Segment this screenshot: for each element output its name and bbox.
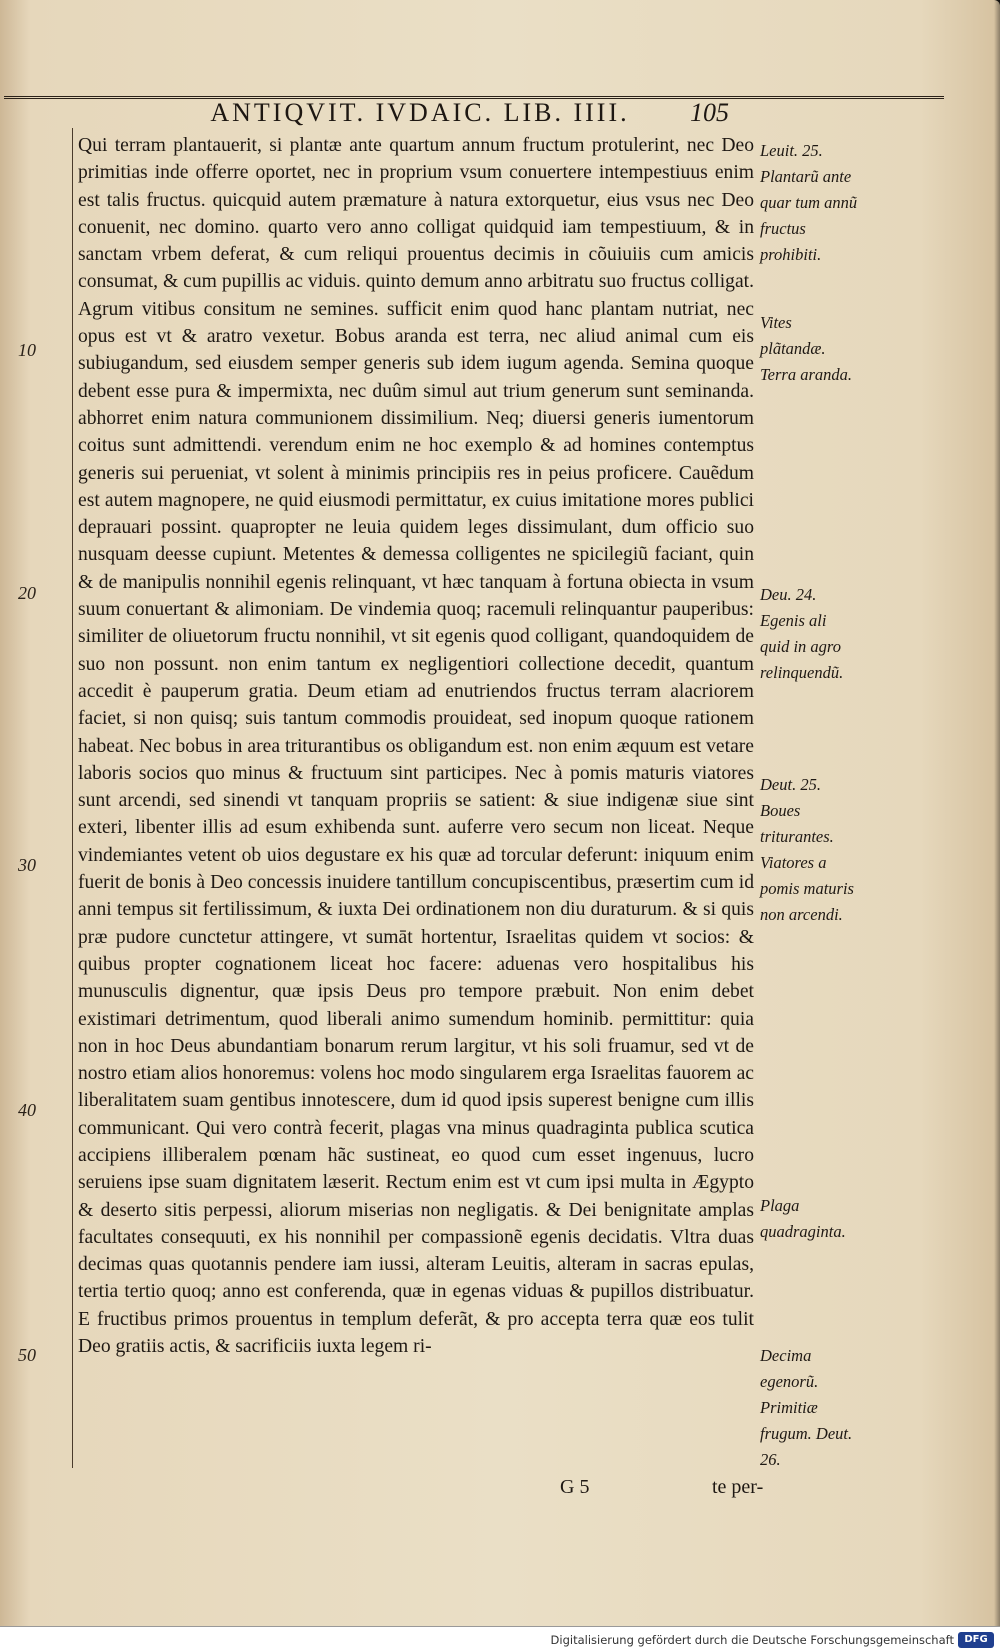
dfg-logo-icon: DFG xyxy=(958,1632,994,1648)
line-number: 30 xyxy=(18,855,36,875)
marginal-note: Plaga quadraginta. xyxy=(760,1196,846,1241)
paragraph: Qui terram plantauerit, si plantæ ante quartum annum fructum protulerint, nec Deo primitias inde offerre oportet, nec in proprium vsum conuertere intempestiuus enim est talis fructus. quicquid autem præmature à natura extorquetur, eius vsus nec Deo conuenit, nec domino. quarto vero anno colligat quidquid iam tempestiuum, & in sanctam vrbem deferat, & cum reliqui prouentus decimis in cõuiuiis cum amicis consumat, & cum pupillis ac viduis. quinto demum anno arbitratu suo fructus colligat. Agrum vitibus consitum ne semines. sufficit enim quod hanc plantam nutriat, nec opus est vt & aratro vexetur. Bobus aranda est terra, nec aliud animal cum eis subiugandum, sed eiusdem semper generis sub idem iugum agenda. Semina quoque debent esse pura & impermixta, nec duûm simul aut trium generum sunt seminanda. abhorret enim natura communionem dissimilium. Neq; diuersi generis iumentorum coitus sunt admittendi. verendum enim ne hoc exemplo & ad homines contemptus generis sui perueniat, vt solent à minimis principiis res in peius proficere. Cauẽdum est autem magnopere, ne quid eiusmodi permittatur, ex cuius imitatione mores publici deprauari possint. quapropter ne leuia quidem leges dissimulant, dum officio suo nusquam deesse cupiunt. Metentes & demessa colligentes ne spicilegiũ faciant, quin & de manipulis nonnihil egenis relinquant, vt hæc tanquam à fortuna obiecta in vsum suum conuertant & alimoniam. De vindemia quoq; racemuli relinquantur pauperibus: similiter de oliuetorum fructu nonnihil, vt sit egenis quod colligant, quandoquidem de suo non possunt. non enim tantum ex negligentiori collectione decedit, quantum accedit è pauperum gratia. Deum etiam ad enutriendos fructus terram alacriorem faciet, si non quisq; suis tantum commodis prouideat, sed inopum quoque rationem habeat. Nec bobus in area triturantibus os obligandum est. non enim æquum est vetare laboris socios quo minus & fructuum sint participes. Nec à pomis maturis viatores sunt arcendi, sed sinendi vt tanquam propriis se satient: & siue indigenæ siue sint exteri, libenter illis ad esum exhibenda sunt. auferre vero secum non liceat. Neque vindemiantes vetent ob uios degustare ex his quæ ad torcular deferunt: iniquum enim fuerit de bonis à Deo concessis inuidere tantillum concupiscentibus, præsertim cum id anni tempus sit fertilissimum, & iuxta Dei ordinationem non diu duraturum. & si quis præ pudore cunctetur attingere, vt sumāt hortentur, Israelitas quidem vt socios: & quibus propter cognationem liceat hoc facere: aduenas vero hospitalibus his munusculis dignentur, quæ ipsis Deus pro tempore præbuit. Non enim debet existimari detrimentum, quod liberali animo sumendum hominib. permittitur: quia non in hoc Deus abundantiam bonarum rerum largitur, vt his soli fruamur, sed vt de nostro etiam alios honoremus: volens hoc modo singularem erga Israelitas fauorem ac liberalitatem suam gentibus innotescere, dum id quod ipsis superest benigne cum illis communicant. Qui vero contrà fecerit, plagas vna minus quadraginta publica scutica accipiens illiberalem pœnam hãc sustineat, eo quod cum esset ingenuus, lucro seruiens ipse suam dignitatem læserit. Rectum enim est vt cum ipsi multa in Ægypto & deserto sitis perpessi, aliorum miserias non negligatis. & Dei benignitate amplas facultates consequuti, ex his nonnihil per compassionẽ egenis decidatis. Vltra duas decimas quas quotannis pendere iam iussi, alteram Leuitis, alteram in sacras epulas, tertia tertio quoq; anno est conferenda, quæ in egenas viduas & pupillos distribuatur. E fructibus primos prouentus in templum deferãt, & pro accepta terra quæ eos tulit Deo gratiis actis, & sacrificiis iuxta legem ri- xyxy=(78,135,754,1358)
main-text-block xyxy=(78,132,754,1360)
footer-bar xyxy=(0,1626,1000,1651)
marginal-note: Vites plãtandæ. Terra aranda. xyxy=(760,313,852,384)
folio-number: 105 xyxy=(690,98,729,127)
funding-credit: Digitalisierung gefördert durch die Deutsche Forschungsgemeinschaft xyxy=(550,1633,954,1647)
marginal-note: Deu. 24. Egenis ali quid in agro relinquendũ. xyxy=(760,585,844,682)
running-head: ANTIQVIT. IVDAIC. LIB. IIII. xyxy=(210,98,630,127)
marginal-note: Deut. 25. Boues triturantes. Viatores a pomis maturis non arcendi. xyxy=(760,775,854,924)
marginal-note: Decima egenorũ. Primitiæ frugum. Deut. 26. xyxy=(760,1346,853,1469)
marginal-note: Leuit. 25. Plantarũ ante quar tum annũ fructus prohibiti. xyxy=(760,141,858,264)
line-number: 50 xyxy=(18,1345,36,1365)
left-margin-rule xyxy=(72,128,73,1468)
line-number: 20 xyxy=(18,583,36,603)
line-number: 10 xyxy=(18,340,36,360)
signature-mark: G 5 xyxy=(560,1476,590,1498)
page-edge-shadow xyxy=(994,0,1000,1627)
line-number: 40 xyxy=(18,1100,36,1120)
catchword: te per- xyxy=(712,1476,764,1498)
